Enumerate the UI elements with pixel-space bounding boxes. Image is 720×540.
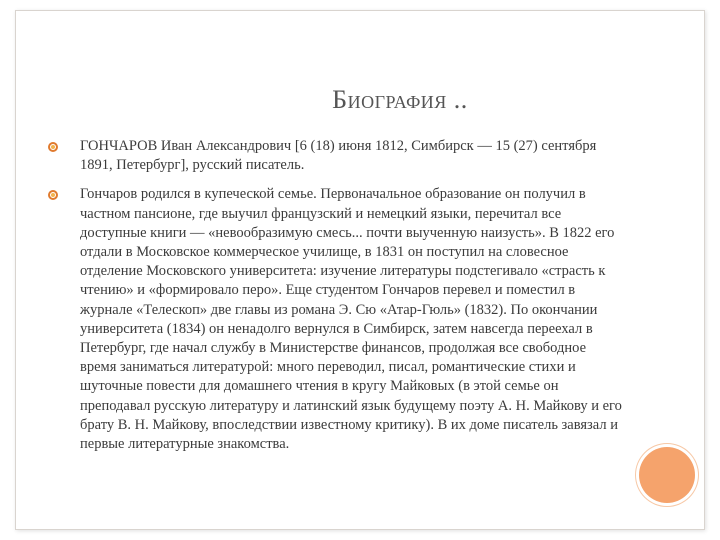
bullet-circle-icon [48, 190, 58, 200]
slide-title: Биография .. [332, 85, 468, 114]
bullet-item-2 [48, 185, 623, 454]
bullet-item-1 [48, 137, 623, 175]
bullet-list [48, 137, 623, 454]
bullet-circle-icon [48, 142, 58, 152]
decorative-circle [639, 447, 695, 503]
bullet-text: Гончаров родился в купеческой семье. Первоначальное образование он получил в частном пансионе, где выучил французский и немецкий языки, перечитал все доступные книги — «невообразимую смесь... почти выученную наизусть». В 1822 его отдали в Московское коммерческое училище, в 1831 он поступил на словесное отделение Московского университета: изучение литературы подстегивало «страсть к чтению» и «формировало перо». Еще студентом Гончаров перевел и поместил в журнале «Телескоп» две главы из романа Э. Сю «Атар-Гюль» (1832). По окончании университета (1834) он ненадолго вернулся в Симбирск, затем навсегда переехал в Петербург, где начал службу в Министерстве финансов, продолжая все свободное время заниматься литературой: много переводил, писал, романтические стихи и шуточные повести для домашнего чтения в кругу Майковых (в этой семье он преподавал русскую литературу и латинский язык будущему поэту А. Н. Майкову и его брату В. Н. Майкову, впоследствии известному критику). В их доме писатель завязал и первые литературные знакомства. [80, 186, 622, 453]
slide-frame [15, 10, 705, 530]
bullet-text: ГОНЧАРОВ Иван Александрович [6 (18) июня 1812, Симбирск — 15 (27) сентября 1891, Петербург], русский писатель. [80, 138, 597, 174]
